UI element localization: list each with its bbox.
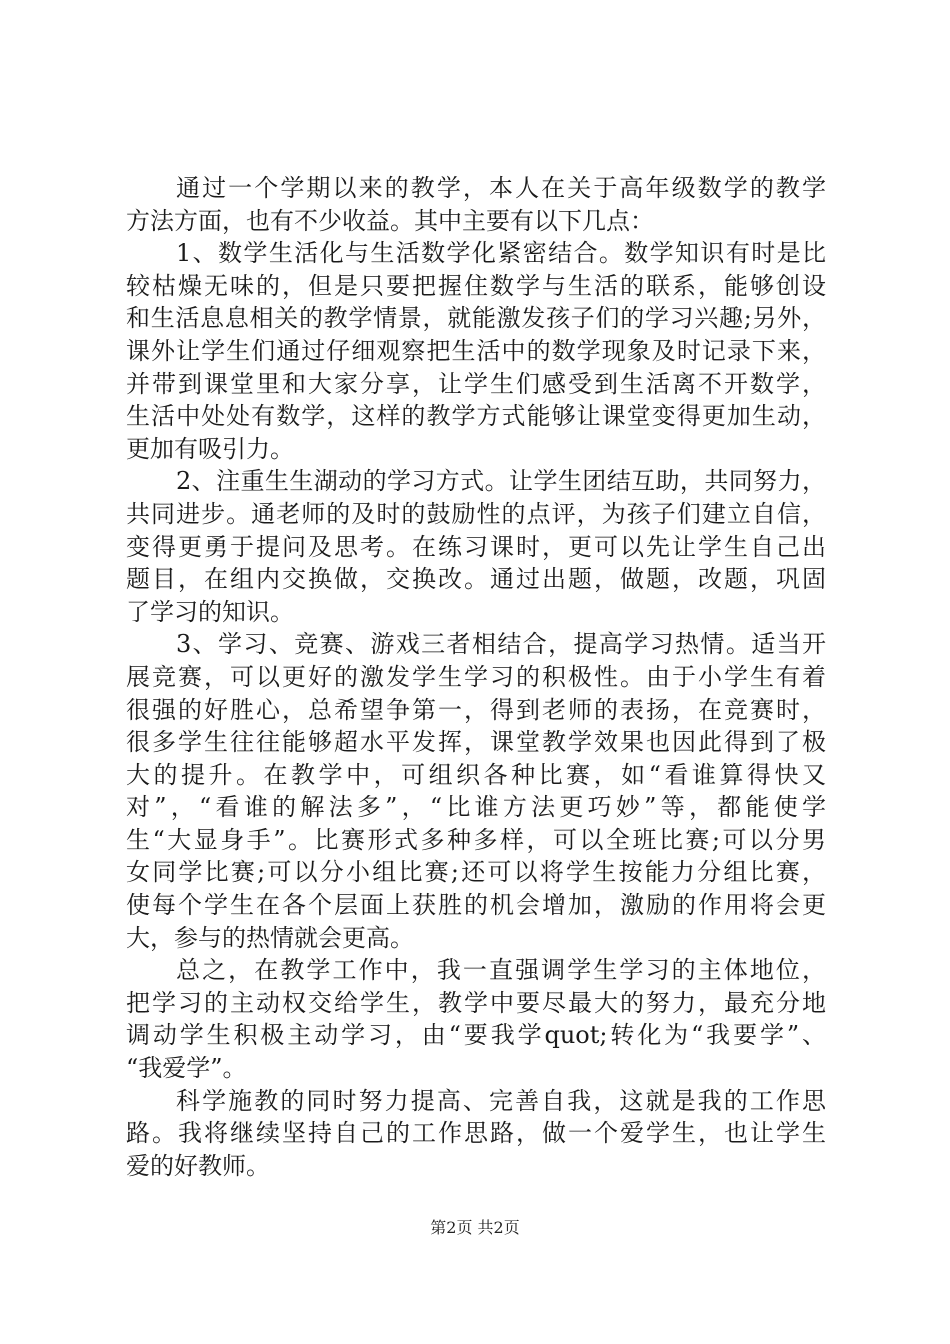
text-line: 总之，在教学工作中，我一直强调学生学习的主体地位， [176, 956, 826, 985]
text-line: 生“大显身手”。比赛形式多种多样，可以全班比赛;可以分男 [126, 825, 826, 854]
text-line: 生活中处处有数学，这样的教学方式能够让课堂变得更加生动， [126, 402, 826, 431]
text-line: 大，参与的热情就会更高。 [126, 923, 414, 952]
text-line: 通过一个学期以来的教学，本人在关于高年级数学的教学 [176, 174, 826, 202]
text-line: 女同学比赛;可以分小组比赛;还可以将学生按能力分组比赛， [126, 858, 826, 887]
text-line: 很多学生往往能够超水平发挥，课堂教学效果也因此得到了极 [126, 728, 826, 757]
text-line: 把学习的主动权交给学生，教学中要尽最大的努力，最充分地 [126, 988, 826, 1017]
text-line: 对”，“看谁的解法多”，“比谁方法更巧妙”等，都能使学 [126, 793, 826, 822]
text-line: 和生活息息相关的教学情景，就能激发孩子们的学习兴趣;另外， [126, 304, 826, 333]
text-line: 2、注重生生湖动的学习方式。让学生团结互助，共同努力， [176, 467, 826, 496]
text-line: 题目，在组内交换做，交换改。通过出题，做题，改题，巩固 [126, 565, 826, 594]
text-line: 变得更勇于提问及思考。在练习课时，更可以先让学生自己出 [126, 532, 826, 561]
document-body [126, 172, 826, 1182]
text-line: 使每个学生在各个层面上获胜的机会增加，激励的作用将会更 [126, 891, 826, 920]
text-line: 共同进步。通老师的及时的鼓励性的点评，为孩子们建立自信， [126, 499, 826, 528]
text-line: 更加有吸引力。 [126, 434, 294, 463]
text-line: 路。我将继续坚持自己的工作思路，做一个爱学生，也让学生 [126, 1119, 826, 1148]
text-line: 大的提升。在教学中，可组织各种比赛，如“看谁算得快又 [126, 760, 826, 789]
text-line: 较枯燥无味的，但是只要把握住数学与生活的联系，能够创设 [126, 271, 826, 300]
text-line: 爱的好教师。 [126, 1151, 270, 1180]
text-line: 科学施教的同时努力提高、完善自我，这就是我的工作思 [176, 1086, 826, 1115]
text-line: 了学习的知识。 [126, 597, 294, 626]
page-footer: 第2页 共2页 [430, 1218, 520, 1237]
text-line: 方法方面，也有不少收益。其中主要有以下几点： [126, 206, 654, 235]
text-line: 并带到课堂里和大家分享，让学生们感受到生活离不开数学， [126, 369, 826, 398]
text-line: 1、数学生活化与生活数学化紧密结合。数学知识有时是比 [176, 239, 826, 268]
text-line: 很强的好胜心，总希望争第一，得到老师的表扬，在竞赛时， [126, 695, 826, 724]
text-line: 课外让学生们通过仔细观察把生活中的数学现象及时记录下来， [126, 336, 826, 365]
text-line: 展竞赛，可以更好的激发学生学习的积极性。由于小学生有着 [126, 662, 826, 691]
text-line: “我爱学”。 [126, 1054, 247, 1083]
text-line: 调动学生积极主动学习，由“要我学quot;转化为“我要学”、 [126, 1021, 826, 1050]
text-line: 3、学习、竞赛、游戏三者相结合，提高学习热情。适当开 [176, 630, 826, 659]
